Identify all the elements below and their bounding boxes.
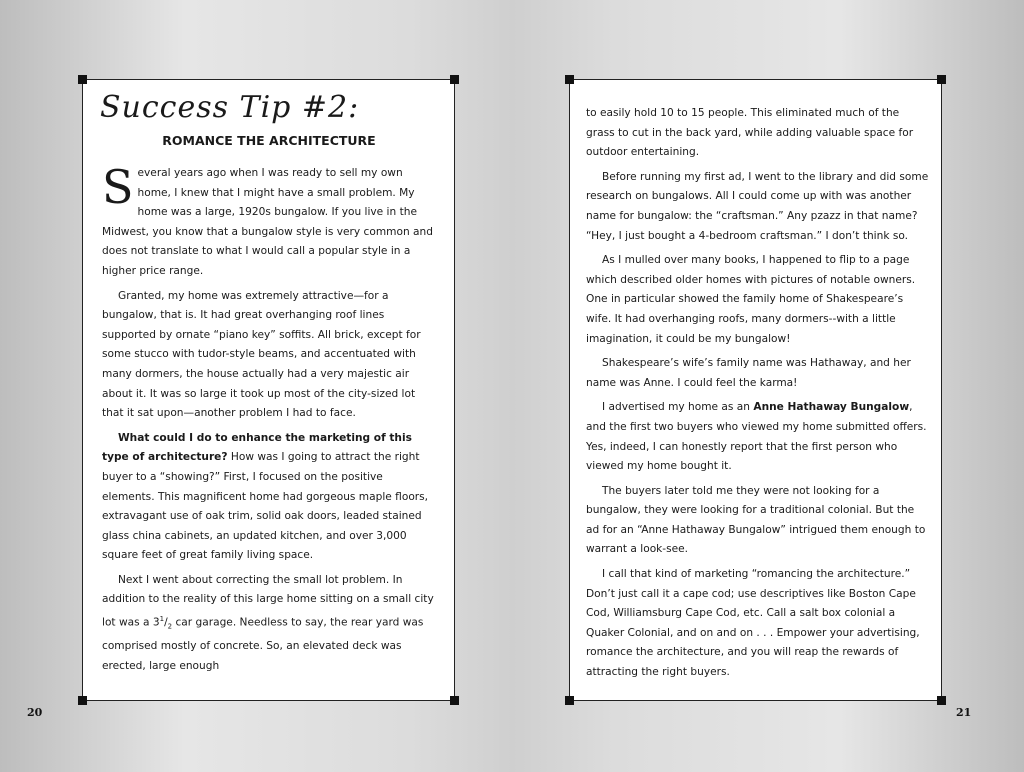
paragraph: Before running my first ad, I went to the library and did some research on bungalows. All I could come up with was another name for bungalow: the “craftsman.” Any pzazz in that name? “Hey, I just bought a 4-bedroom craftsman.” I don’t think so.: [586, 170, 929, 242]
section-heading: ROMANCE THE ARCHITECTURE: [162, 133, 376, 148]
bold-question: What could I do to enhance the marketing of this type of architecture?: [102, 431, 412, 464]
page-number-right: 21: [956, 706, 972, 719]
crop-mark: [78, 75, 87, 84]
page-number-left: 20: [27, 706, 43, 719]
crop-mark: [450, 696, 459, 705]
right-page: [569, 79, 942, 701]
left-page-content: [102, 88, 436, 681]
crop-mark: [937, 696, 946, 705]
paragraph: What could I do to enhance the marketing of this type of architecture? How was I going to attract the right buyer to a “showing?” First, I focused on the positive elements. This magnificent home had gorgeous maple floors, extravagant use of oak trim, solid oak doors, leaded stained glass china cabinets, an updated kitchen, and over 3,000 square feet of great family living space.: [102, 431, 429, 562]
paragraph: The buyers later told me they were not looking for a bungalow, they were looking for a traditional colonial. But the ad for an “Anne Hathaway Bungalow” intrigued them enough to warrant a look-see.: [586, 484, 926, 556]
crop-mark: [78, 696, 87, 705]
paragraph: I advertised my home as an Anne Hathaway Bungalow, and the first two buyers who viewed my home submitted offers. Yes, indeed, I can honestly report that the first person who viewed my home bought it.: [586, 401, 927, 473]
crop-mark: [937, 75, 946, 84]
left-page: [82, 79, 455, 701]
tip-title: Success Tip #2:: [100, 90, 360, 125]
paragraph: Next I went about correcting the small lot problem. In addition to the reality of this large home sitting on a small city lot was a $3^1/_2$ car garage. Needless to say, the rear yard was comprised mostly of concrete. So, an elevated deck was erected, large enough: [102, 573, 434, 672]
paragraph: I call that kind of marketing “romancing the architecture.” Don’t just call it a cape cod; use descriptives like Boston Cape Cod, Williamsburg Cape Cod, etc. Call a salt box colonial a Quaker Colonial, and on and on . . . Empower your advertising, romance the architecture, and you will reap the rewards of attracting the right buyers.: [586, 568, 920, 679]
right-page-content: [586, 104, 929, 688]
crop-mark: [450, 75, 459, 84]
paragraph: to easily hold 10 to 15 people. This eliminated much of the grass to cut in the back yard, while adding valuable space for outdoor entertaining.: [586, 107, 914, 159]
paragraph: Granted, my home was extremely attractive—for a bungalow, that is. It had great overhanging roof lines supported by ornate “piano key” soffits. All brick, except for some stucco with tudor-style beams, and accentuated with many dormers, the house actually had a very majestic air about it. It was so large it took up most of the city-sized lot that it sat upon—another problem I had to face.: [102, 289, 421, 420]
fraction-numerator: 1: [159, 615, 165, 624]
crop-mark: [565, 75, 574, 84]
bold-phrase: Anne Hathaway Bungalow: [753, 401, 910, 414]
paragraph: Shakespeare’s wife’s family name was Hathaway, and her name was Anne. I could feel the karma!: [586, 357, 911, 389]
fraction-denominator: 2: [167, 622, 173, 631]
paragraph: As I mulled over many books, I happened to flip to a page which described older homes with pictures of notable owners. One in particular showed the family home of Shakespeare’s wife. It had overhanging roofs, many dormers--with a little imagination, it could be my bungalow!: [586, 254, 916, 345]
paragraph: Several years ago when I was ready to sell my own home, I knew that I might have a small problem. My home was a large, 1920s bungalow. If you live in the Midwest, you know that a bungalow style is very common and does not translate to what I would call a popular style in a higher price range.: [102, 160, 433, 277]
drop-cap: S: [102, 160, 134, 214]
crop-mark: [565, 696, 574, 705]
